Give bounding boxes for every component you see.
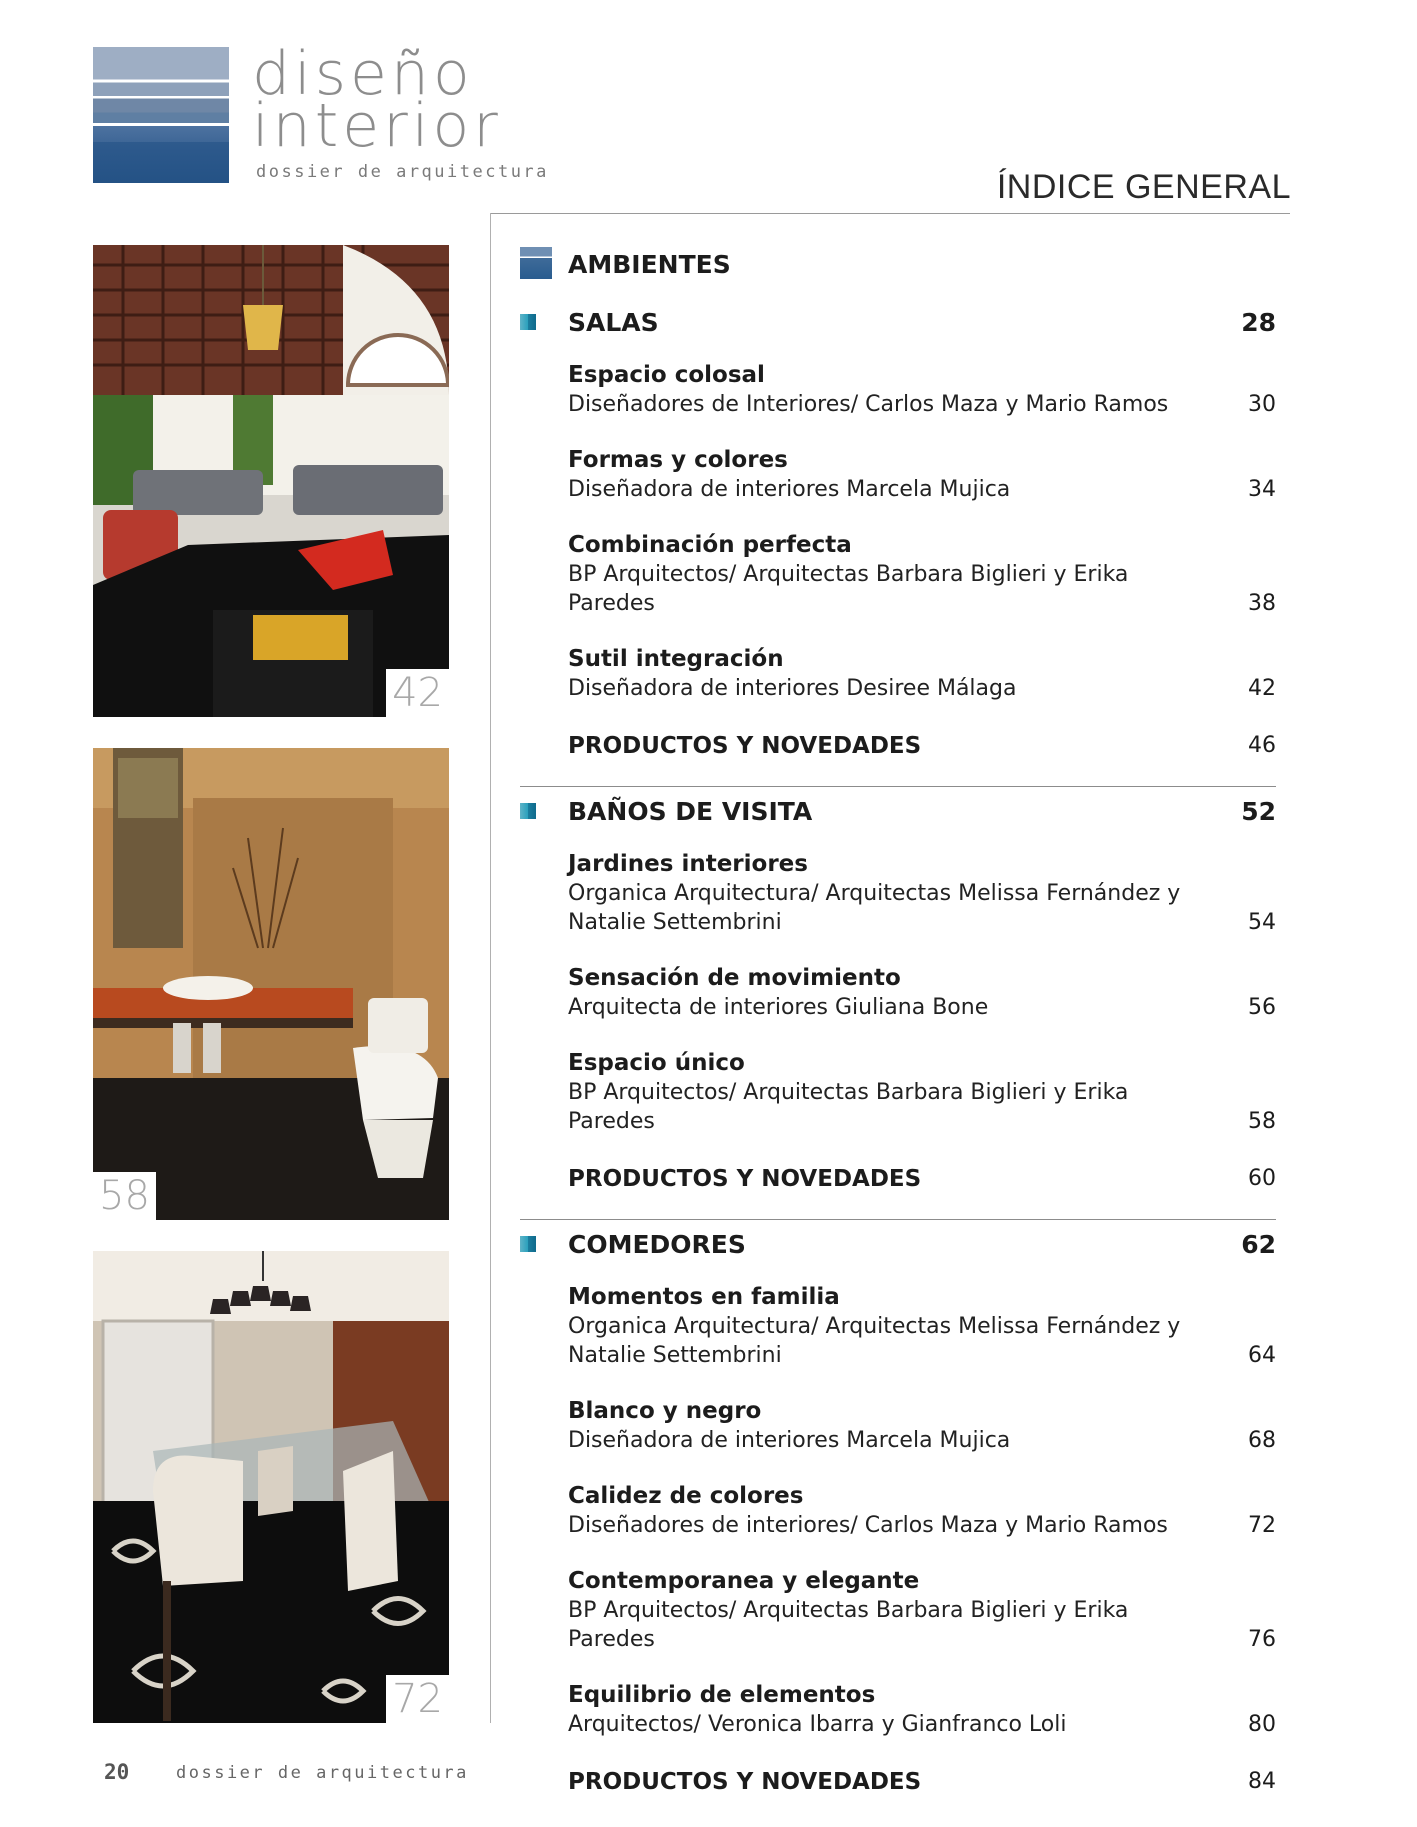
entry-page: 80	[1248, 1712, 1276, 1737]
products-page: 46	[1248, 733, 1276, 758]
toc-entry[interactable]	[520, 1482, 1276, 1540]
entry-page: 54	[1248, 910, 1276, 935]
group-title: AMBIENTES	[568, 250, 731, 279]
toc-entry[interactable]	[520, 531, 1276, 618]
entry-credit: BP Arquitectos/ Arquitectas Barbara Biglieri y Erika Paredes	[568, 1598, 1129, 1652]
entry-page: 76	[1248, 1627, 1276, 1652]
page-title: ÍNDICE GENERAL	[996, 168, 1291, 206]
logo-line-1: diseño	[252, 39, 474, 109]
entry-title: Calidez de colores	[568, 1483, 804, 1509]
entry-title: Combinación perfecta	[568, 532, 852, 558]
entry-title: Contemporanea y elegante	[568, 1568, 920, 1594]
section-title: SALAS	[568, 308, 659, 337]
entry-title: Jardines interiores	[568, 851, 808, 877]
section-title: COMEDORES	[568, 1230, 746, 1259]
table-of-contents	[520, 245, 1276, 1827]
footer-publication: dossier de arquitectura	[176, 1763, 469, 1783]
entry-title: Formas y colores	[568, 447, 788, 473]
toc-entry[interactable]	[520, 1681, 1276, 1739]
entry-page: 34	[1248, 477, 1276, 502]
entry-credit: BP Arquitectos/ Arquitectas Barbara Biglieri y Erika Paredes	[568, 1080, 1129, 1134]
header-rule	[490, 213, 1290, 214]
toc-entry[interactable]	[520, 1567, 1276, 1654]
toc-products-entry[interactable]	[520, 1163, 1276, 1220]
toc-entry[interactable]	[520, 1397, 1276, 1455]
entry-credit: Diseñadora de interiores Marcela Mujica	[568, 1428, 1011, 1453]
column-divider	[490, 213, 491, 1723]
products-page: 84	[1248, 1769, 1276, 1794]
toc-products-entry[interactable]	[520, 730, 1276, 787]
bullet-square-icon	[520, 803, 536, 819]
photo-page-label: 42	[386, 669, 449, 717]
entry-credit: BP Arquitectos/ Arquitectas Barbara Biglieri y Erika Paredes	[568, 562, 1129, 616]
logo-subtitle: dossier de arquitectura	[256, 162, 549, 182]
entry-page: 58	[1248, 1109, 1276, 1134]
entry-title: Espacio único	[568, 1050, 745, 1076]
entry-credit: Diseñadores de Interiores/ Carlos Maza y Mario Ramos	[568, 392, 1169, 417]
logo-mark	[93, 47, 229, 183]
photo-page-label: 72	[386, 1675, 449, 1723]
toc-section-banos[interactable]	[520, 792, 1276, 850]
logo-title	[252, 39, 552, 161]
toc-entry[interactable]	[520, 850, 1276, 937]
entry-page: 64	[1248, 1343, 1276, 1368]
entry-title: Blanco y negro	[568, 1398, 762, 1424]
bullet-square-icon	[520, 314, 536, 330]
entry-title: Equilibrio de elementos	[568, 1682, 876, 1708]
entry-title: Sensación de movimiento	[568, 965, 901, 991]
entry-title: Sutil integración	[568, 646, 784, 672]
products-label: PRODUCTOS Y NOVEDADES	[568, 1769, 922, 1795]
toc-products-entry[interactable]	[520, 1766, 1276, 1822]
entry-page: 72	[1248, 1513, 1276, 1538]
toc-entry[interactable]	[520, 361, 1276, 419]
entry-credit: Organica Arquitectura/ Arquitectas Melissa Fernández y Natalie Settembrini	[568, 1314, 1181, 1368]
section-marker-icon	[520, 247, 552, 279]
entry-credit: Diseñadora de interiores Desiree Málaga	[568, 676, 1017, 701]
entry-credit: Arquitecta de interiores Giuliana Bone	[568, 995, 989, 1020]
bullet-square-icon	[520, 1236, 536, 1252]
section-page: 28	[1241, 308, 1276, 337]
entry-page: 38	[1248, 591, 1276, 616]
toc-entry[interactable]	[520, 1049, 1276, 1136]
products-label: PRODUCTOS Y NOVEDADES	[568, 733, 922, 759]
entry-credit: Arquitectos/ Veronica Ibarra y Gianfranco Loli	[568, 1712, 1067, 1737]
entry-title: Espacio colosal	[568, 362, 765, 388]
photo-dining-room	[93, 1251, 449, 1723]
logo-line-2: interior	[252, 91, 502, 161]
products-label: PRODUCTOS Y NOVEDADES	[568, 1166, 922, 1192]
entry-credit: Diseñadora de interiores Marcela Mujica	[568, 477, 1011, 502]
entry-page: 42	[1248, 676, 1276, 701]
entry-page: 56	[1248, 995, 1276, 1020]
toc-section-comedores[interactable]	[520, 1225, 1276, 1283]
footer-page-number: 20	[104, 1760, 130, 1784]
photo-page-label: 58	[93, 1172, 156, 1220]
toc-entry[interactable]	[520, 446, 1276, 504]
entry-credit: Diseñadores de interiores/ Carlos Maza y Mario Ramos	[568, 1513, 1168, 1538]
entry-page: 68	[1248, 1428, 1276, 1453]
entry-page: 30	[1248, 392, 1276, 417]
photo-living-room	[93, 245, 449, 717]
toc-entry[interactable]	[520, 964, 1276, 1022]
entry-title: Momentos en familia	[568, 1284, 840, 1310]
toc-entry[interactable]	[520, 1283, 1276, 1370]
section-title: BAÑOS DE VISITA	[568, 797, 813, 826]
products-page: 60	[1248, 1166, 1276, 1191]
section-page: 62	[1241, 1230, 1276, 1259]
toc-section-salas[interactable]	[520, 303, 1276, 361]
entry-credit: Organica Arquitectura/ Arquitectas Melissa Fernández y Natalie Settembrini	[568, 881, 1181, 935]
toc-group-ambientes	[520, 245, 1276, 303]
section-page: 52	[1241, 797, 1276, 826]
photo-bathroom	[93, 748, 449, 1220]
toc-entry[interactable]	[520, 645, 1276, 703]
